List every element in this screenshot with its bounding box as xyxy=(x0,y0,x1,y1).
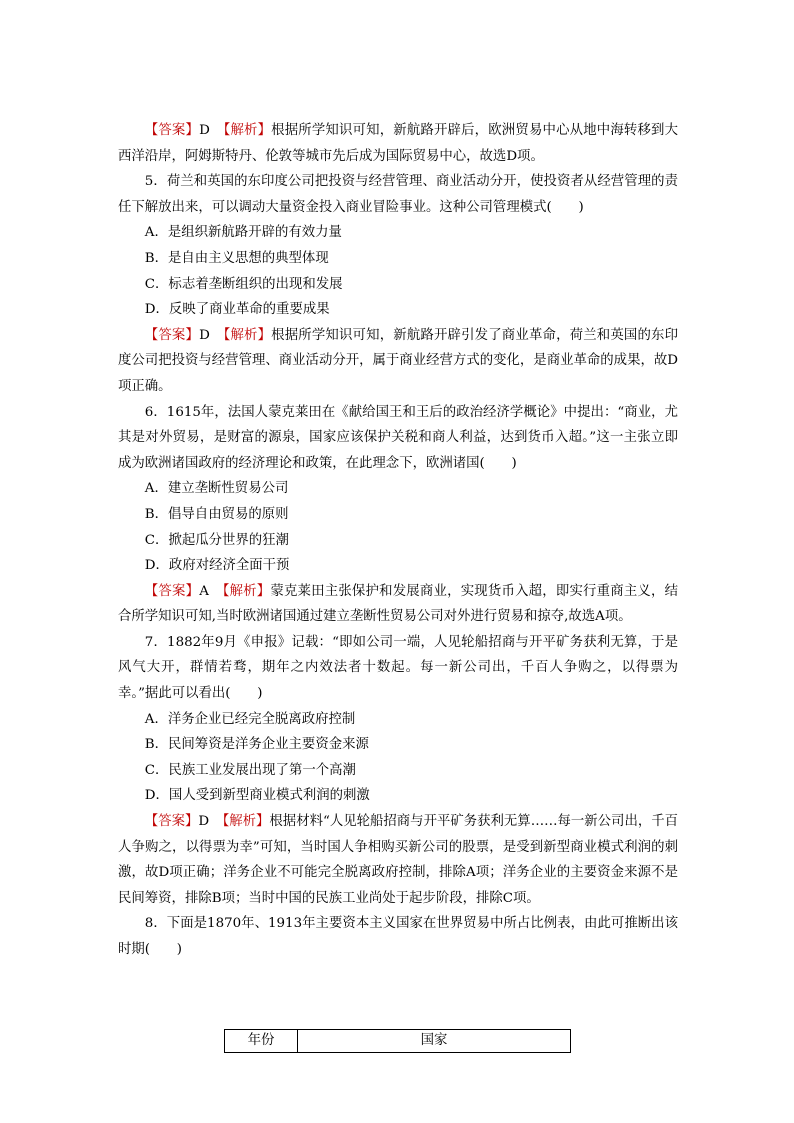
trade-share-table xyxy=(224,1029,571,1053)
q8-stem: 8．下面是1870年、1913年主要资本主义国家在世界贸易中所占比例表，由此可推断出该时期( ) xyxy=(118,916,678,957)
spacer xyxy=(118,963,678,1029)
q6-option-c: C．掀起瓜分世界的狂潮 xyxy=(144,532,289,548)
analysis-text: 根据所学知识可知，新航路开辟后，欧洲贸易中心从地中海转移到大西洋沿岸，阿姆斯特丹、伦敦等城市先后成为国际贸易中心，故选D项。 xyxy=(118,123,679,164)
q5-option-d: D．反映了商业革命的重要成果 xyxy=(144,302,330,318)
document-body xyxy=(118,118,678,1053)
q7-option-c: C．民族工业发展出现了第一个高潮 xyxy=(144,762,356,778)
analysis-text: 蒙克莱田主张保护和发展商业，实现货币入超，即实行重商主义，结合所学知识可知,当时欧洲诸国通过建立垄断性贸易公司对外进行贸易和掠夺,故选A项。 xyxy=(118,583,679,625)
q6-answer xyxy=(118,579,678,630)
answer-letter: A xyxy=(199,583,209,599)
answer-letter: D xyxy=(199,123,210,138)
analysis-text: 根据材料“人见轮船招商与开平矿务获利无算……每一新公司出，千百人争购之，以得票为幸”可知，当时国人争相购买新公司的股票，是受到新型商业模式利润的刺激，故D项正确；洋务企业不可能完全脱离政府控制，排除A项；洋务企业的主要资金来源不是民间筹资，排除B项；当时中国的民族工业尚处于起步阶段，排除C项。 xyxy=(118,814,679,906)
answer-label: 【答案】 xyxy=(144,123,200,138)
q6-option-d: D．政府对经济全面干预 xyxy=(144,558,290,574)
answer-label: 【答案】 xyxy=(144,327,200,343)
answer-letter: D xyxy=(198,814,210,830)
q7-option-a: A．洋务企业已经完全脱离政府控制 xyxy=(144,711,356,727)
analysis-label: 【解析】 xyxy=(223,327,272,343)
q5-answer xyxy=(118,323,678,400)
analysis-text: 根据所学知识可知，新航路开辟引发了商业革命，荷兰和英国的东印度公司把投资与经营管理、商业活动分开，属于商业经营方式的变化，是商业革命的成果，故D项正确。 xyxy=(118,327,679,394)
answer-letter: D xyxy=(199,327,210,343)
q6-stem: 6．1615年，法国人蒙克莱田在《献给国王和王后的政治经济学概论》中提出：“商业，尤其是对外贸易，是财富的源泉，国家应该保护关税和商人利益，达到货币入超。”这一主张立即成为欧洲诸国政府的经济理论和政策，在此理念下，欧洲诸国( ) xyxy=(118,404,678,471)
q6-option-a: A．建立垄断性贸易公司 xyxy=(144,481,289,497)
header-year: 年份 xyxy=(225,1029,298,1052)
q5-option-b: B．是自由主义思想的典型体现 xyxy=(144,250,329,266)
q7-option-b: B．民间筹资是洋务企业主要资金来源 xyxy=(144,737,369,753)
q5-stem: 5．荷兰和英国的东印度公司把投资与经营管理、商业活动分开，使投资者从经营管理的责任下解放出来，可以调动大量资金投入商业冒险事业。这种公司管理模式( ) xyxy=(118,174,678,215)
analysis-label: 【解析】 xyxy=(222,583,271,599)
answer-label: 【答案】 xyxy=(144,583,200,599)
q7-option-d: D．国人受到新型商业模式利润的刺激 xyxy=(144,788,370,804)
q7-stem: 7．1882年9月《申报》记载：“即如公司一端，人见轮船招商与开平矿务获利无算，于是风气大开，群情若骛，期年之内效法者十数起。每一新公司出，千百人争购之，以得票为幸。”据此可以看出( ) xyxy=(118,634,678,702)
table-header-row xyxy=(225,1029,571,1052)
analysis-label: 【解析】 xyxy=(222,814,270,830)
q5-option-c: C．标志着垄断组织的出现和发展 xyxy=(144,276,343,292)
q6-option-b: B．倡导自由贸易的原则 xyxy=(144,506,289,522)
analysis-label: 【解析】 xyxy=(223,123,272,138)
header-country: 国家 xyxy=(298,1029,571,1052)
q5-option-a: A．是组织新航路开辟的有效力量 xyxy=(144,225,342,241)
q7-answer xyxy=(118,809,678,911)
answer-label: 【答案】 xyxy=(144,814,199,830)
q4-answer xyxy=(118,118,678,169)
